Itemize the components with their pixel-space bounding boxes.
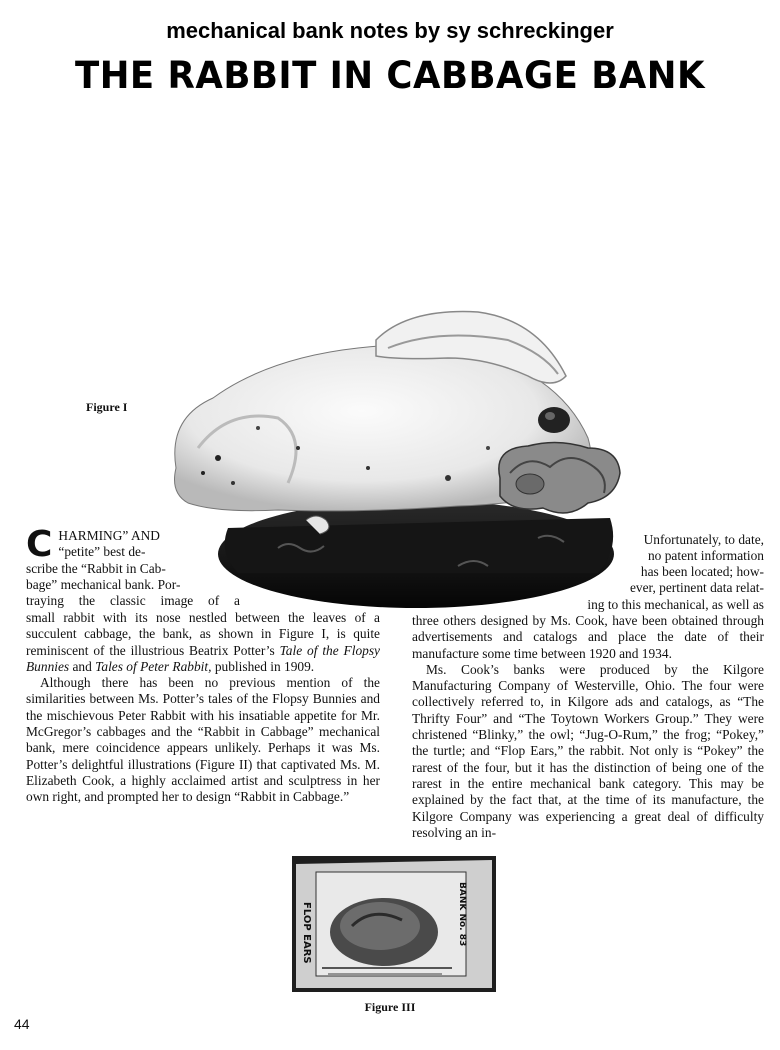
paragraph: Although there has been no previous mention of the similarities between Ms. Potter’s tales of the Flopsy Bunnies and the mischievous Peter Rabbit with his insatiable appetite for Mr. McGregor’s cabbages and the “Rabbit in Cabbage” mechanical bank, mere coincidence appears unlikely. Perhaps it was Ms. Potter’s delightful illustrations (Figure II) that captivated Ms. M. Elizabeth Cook, a highly acclaimed artist and sculptress in her own right, and prompted her to design “Rabbit in Cabbage.” (26, 675, 380, 805)
text-line: traying the classic image of a (26, 593, 240, 608)
paragraph: Ms. Cook’s banks were produced by the Kilgore Manufacturing Company of Westerville, Ohio. The four were collectively referred to, in Kilgore ads and catalogs, as “The Thrifty Four” and “The Toytown Workers Group.” They were christened “Blinky,” the owl; “Jug-O-Rum,” the frog; “Pokey,” the turtle; and “Flop Ears,” the rabbit. Not only is “Pokey” the rarest of the four, but it has the distinction of being one of the rarest in the entire mechanical bank category. This may be explained by the fact that, at the time of its manufacture, the Kilgore Company was experiencing a great deal of difficulty resolving an in- (412, 661, 764, 840)
right-column-body (412, 613, 764, 841)
box-side-text: FLOP EARS (301, 902, 312, 964)
page-number: 44 (14, 1016, 30, 1032)
dropcap-paragraph-head (26, 524, 380, 565)
text-line: ing to this mechanical, as well as (587, 597, 764, 612)
article-kicker: mechanical bank notes by sy schreckinger (166, 18, 614, 43)
box-side-text: BANK No. 83 (457, 882, 467, 947)
text-line: has been located; how- (640, 564, 764, 579)
text-line: scribe the “Rabbit in Cab- (26, 561, 166, 576)
figure-3-box-photo (292, 856, 496, 992)
paragraph: three others designed by Ms. Cook, have been obtained through advertisements and catalogs and place the date of their manufacture some time between 1920 and 1934. (412, 613, 764, 661)
figure-3-caption: Figure III (364, 1000, 416, 1014)
dropcap-letter: C (26, 524, 53, 565)
text-line: Unfortunately, to date, (643, 532, 764, 547)
text-line: HARMING” AND (58, 528, 160, 543)
figure-1-rabbit-bank-photo (158, 298, 626, 610)
text-line: bage” mechanical bank. Por- (26, 577, 181, 592)
text-line: ever, pertinent data relat- (629, 580, 764, 595)
figure-1-caption: Figure I (86, 400, 128, 414)
left-column-body (26, 610, 380, 806)
text-line: no patent information (647, 548, 764, 563)
article-title: THE RABBIT IN CABBAGE BANK (75, 54, 705, 97)
text-line: “petite” best de- (58, 544, 146, 560)
paragraph: small rabbit with its nose nestled between the leaves of a succulent cabbage, the bank, as shown in Figure I, is quite reminiscent of the illustrious Beatrix Potter’s Tale of the Flopsy Bunnies and Tales of Peter Rabbit, published in 1909. (26, 610, 380, 674)
